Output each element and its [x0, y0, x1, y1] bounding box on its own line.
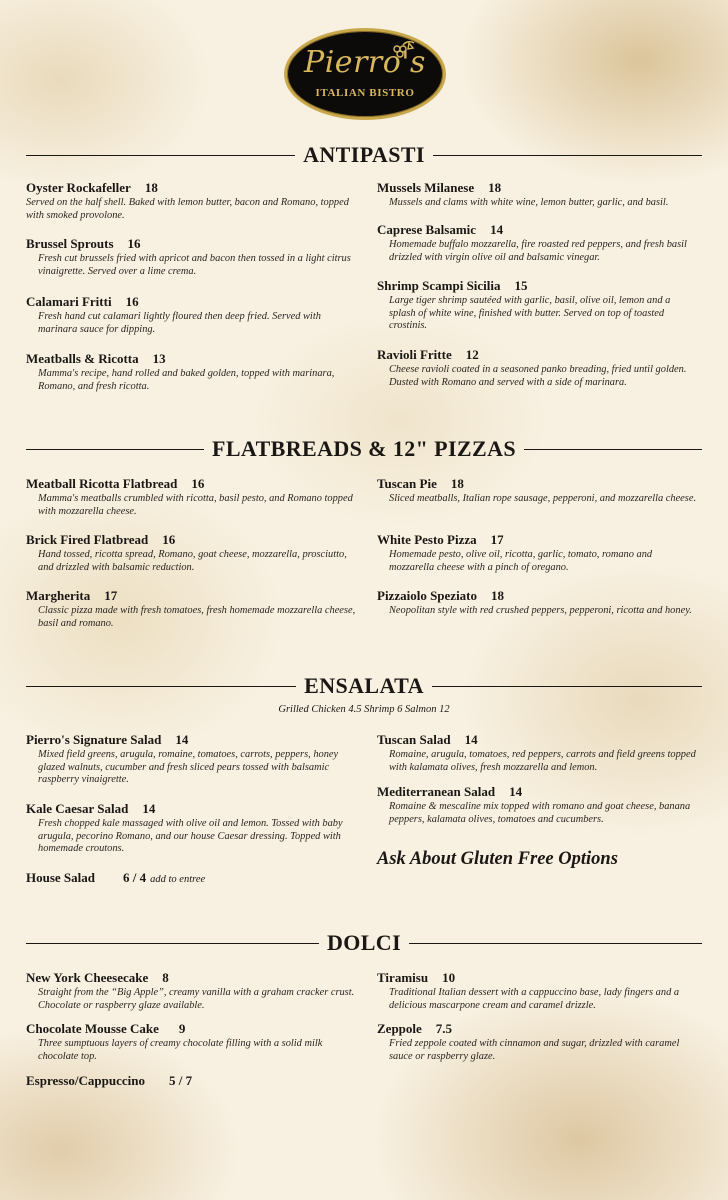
- item-price: 18: [144, 180, 158, 195]
- item-price: 8: [162, 970, 169, 985]
- item-price: 12: [465, 347, 479, 362]
- item-price: 9: [178, 1021, 186, 1036]
- item-price: 17: [490, 532, 504, 547]
- item-note: add to entree: [150, 874, 206, 885]
- menu-item: [26, 801, 356, 856]
- item-price: 18: [488, 180, 502, 195]
- item-description: Romaine & mescaline mix topped with romano and goat cheese, banana peppers, kalamata olives, tomatoes and cucumbers.: [389, 801, 691, 825]
- item-price: 10: [442, 970, 456, 985]
- menu-item: [377, 970, 699, 1012]
- item-name: Espresso/Cappuccino: [26, 1073, 145, 1088]
- menu-item: [377, 476, 699, 506]
- divider-line: [26, 686, 296, 687]
- divider-line: [26, 943, 319, 944]
- item-name: Meatballs & Ricotta: [26, 351, 139, 366]
- item-name: Pierro's Signature Salad: [26, 732, 162, 747]
- item-description: Fresh chopped kale massaged with olive oil and lemon. Tossed with baby arugula, pecorino Romano, and our house Caesar dressing. Topped with homemade croutons.: [38, 818, 343, 855]
- item-price: 14: [464, 732, 478, 747]
- item-description: Traditional Italian dessert with a cappuccino base, lady fingers and a delicious mascarpone cream and caramel drizzle.: [389, 987, 680, 1011]
- item-description: Fresh cut brussels fried with apricot and bacon then tossed in a light citrus vinaigrette. Served over a lime crema.: [38, 253, 351, 277]
- item-price: 13: [152, 351, 166, 366]
- item-name: Mediterranean Salad: [377, 784, 496, 799]
- item-price: 7.5: [435, 1021, 453, 1036]
- item-name: Zeppole: [377, 1021, 422, 1036]
- divider-line: [26, 155, 295, 156]
- item-name: Kale Caesar Salad: [26, 801, 129, 816]
- menu-item: [26, 294, 356, 336]
- item-price: 6 / 4: [123, 870, 147, 885]
- menu-item: [377, 347, 699, 389]
- item-description: Neopolitan style with red crushed peppers, pepperoni, ricotta and honey.: [389, 605, 692, 616]
- item-description: Mixed field greens, arugula, romaine, tomatoes, carrots, peppers, honey glazed walnuts, cucumber and fresh sliced pears tossed with balsamic raspberry vinaigrette.: [38, 749, 339, 786]
- menu-item: [26, 970, 356, 1012]
- item-description: Fried zeppole coated with cinnamon and sugar, drizzled with caramel sauce or raspberry glaze.: [389, 1038, 680, 1062]
- item-price: 15: [514, 278, 528, 293]
- item-name: Caprese Balsamic: [377, 222, 477, 237]
- menu-item: [26, 532, 356, 574]
- section-header-flatbreads: [26, 436, 702, 462]
- gluten-free-note: Ask About Gluten Free Options: [377, 849, 618, 869]
- restaurant-logo: [284, 28, 446, 120]
- section-header-ensalata: [26, 673, 702, 699]
- item-name: Margherita: [26, 588, 91, 603]
- section-title: ANTIPASTI: [303, 142, 425, 167]
- item-description: Homemade buffalo mozzarella, fire roasted red peppers, and fresh basil drizzled with virgin olive oil and balsamic vinegar.: [389, 239, 687, 263]
- menu-item: [26, 1021, 356, 1063]
- menu-item: [26, 180, 356, 222]
- menu-item: [377, 1021, 699, 1063]
- item-description: Sliced meatballs, Italian rope sausage, pepperoni, and mozzarella cheese.: [389, 493, 697, 504]
- logo-subtitle: ITALIAN BISTRO: [315, 87, 415, 99]
- item-price: 14: [142, 801, 156, 816]
- divider-line: [432, 686, 702, 687]
- section-header-antipasti: [26, 142, 702, 168]
- item-name: Tiramisu: [377, 970, 429, 985]
- item-price: 16: [127, 236, 141, 251]
- item-description: Fresh hand cut calamari lightly floured then deep fried. Served with marinara sauce for dipping.: [38, 311, 321, 335]
- item-name: Tuscan Pie: [377, 476, 437, 491]
- item-price: 16: [162, 532, 176, 547]
- item-description: Served on the half shell. Baked with lemon butter, bacon and Romano, topped with smoked provolone.: [26, 197, 349, 221]
- item-description: Hand tossed, ricotta spread, Romano, goat cheese, mozzarella, prosciutto, and drizzled with balsamic reduction.: [38, 549, 347, 573]
- menu-item: [26, 870, 356, 886]
- item-price: 14: [175, 732, 189, 747]
- menu-item: [26, 732, 356, 787]
- menu-item: [377, 784, 699, 826]
- item-price: 16: [125, 294, 139, 309]
- item-price: 5 / 7: [168, 1073, 193, 1088]
- menu-item: [377, 180, 699, 210]
- item-name: Brussel Sprouts: [26, 236, 114, 251]
- logo-name: Pierro's: [304, 45, 426, 80]
- item-price: 18: [450, 476, 464, 491]
- divider-line: [433, 155, 702, 156]
- menu-item: [26, 1073, 356, 1089]
- item-name: White Pesto Pizza: [377, 532, 477, 547]
- section-title: FLATBREADS & 12" PIZZAS: [212, 436, 516, 461]
- menu-item: [377, 732, 699, 774]
- item-name: Mussels Milanese: [377, 180, 475, 195]
- item-name: Pizzaiolo Speziato: [377, 588, 478, 603]
- menu-item: [377, 588, 699, 618]
- item-description: Homemade pesto, olive oil, ricotta, garlic, tomato, romano and mozzarella cheese with a pinch of oregano.: [389, 549, 653, 573]
- divider-line: [409, 943, 702, 944]
- section-header-dolci: [26, 930, 702, 956]
- menu-item: [377, 222, 699, 264]
- item-price: 14: [509, 784, 523, 799]
- item-description: Mamma's recipe, hand rolled and baked golden, topped with marinara, Romano, and fresh ricotta.: [38, 368, 335, 392]
- item-name: Calamari Fritti: [26, 294, 112, 309]
- menu-item: [26, 588, 356, 630]
- item-name: Ravioli Fritte: [377, 347, 452, 362]
- item-name: Oyster Rockafeller: [26, 180, 131, 195]
- item-description: Large tiger shrimp sautéed with garlic, basil, olive oil, lemon and a splash of white wine, finished with butter. Served on top of toasted crostinis.: [389, 295, 671, 332]
- item-description: Mussels and clams with white wine, lemon butter, garlic, and basil.: [389, 197, 669, 208]
- item-description: Classic pizza made with fresh tomatoes, fresh homemade mozzarella cheese, basil and romano.: [38, 605, 356, 629]
- item-description: Straight from the “Big Apple”, creamy vanilla with a graham cracker crust. Chocolate or raspberry glaze available.: [38, 987, 355, 1011]
- section-title: ENSALATA: [304, 673, 424, 698]
- item-name: House Salad: [26, 870, 95, 885]
- menu-item: [26, 236, 356, 278]
- item-price: 16: [191, 476, 205, 491]
- item-name: Meatball Ricotta Flatbread: [26, 476, 178, 491]
- menu-item: [26, 351, 356, 393]
- item-description: Mamma's meatballs crumbled with ricotta, basil pesto, and Romano topped with mozzarella cheese.: [38, 493, 353, 517]
- item-name: Shrimp Scampi Sicilia: [377, 278, 501, 293]
- item-name: Brick Fired Flatbread: [26, 532, 149, 547]
- item-description: Three sumptuous layers of creamy chocolate filling with a solid milk chocolate top.: [38, 1038, 323, 1062]
- item-price: 17: [104, 588, 118, 603]
- item-name: Tuscan Salad: [377, 732, 451, 747]
- divider-line: [26, 449, 204, 450]
- item-price: 14: [490, 222, 504, 237]
- section-title: DOLCI: [326, 930, 402, 955]
- item-description: Cheese ravioli coated in a seasoned panko breading, fried until golden. Dusted with Romano and served with a side of marinara.: [389, 364, 687, 388]
- item-description: Romaine, arugula, tomatoes, red peppers, carrots and field greens topped with kalamata olives, fresh mozzarella and lemon.: [389, 749, 696, 773]
- menu-item: [377, 278, 699, 333]
- divider-line: [524, 449, 702, 450]
- item-price: 18: [491, 588, 505, 603]
- menu-item: [377, 532, 699, 574]
- item-name: New York Cheesecake: [26, 970, 149, 985]
- salad-addons: Grilled Chicken 4.5 Shrimp 6 Salmon 12: [278, 704, 450, 715]
- menu-item: [26, 476, 356, 518]
- item-name: Chocolate Mousse Cake: [26, 1021, 159, 1036]
